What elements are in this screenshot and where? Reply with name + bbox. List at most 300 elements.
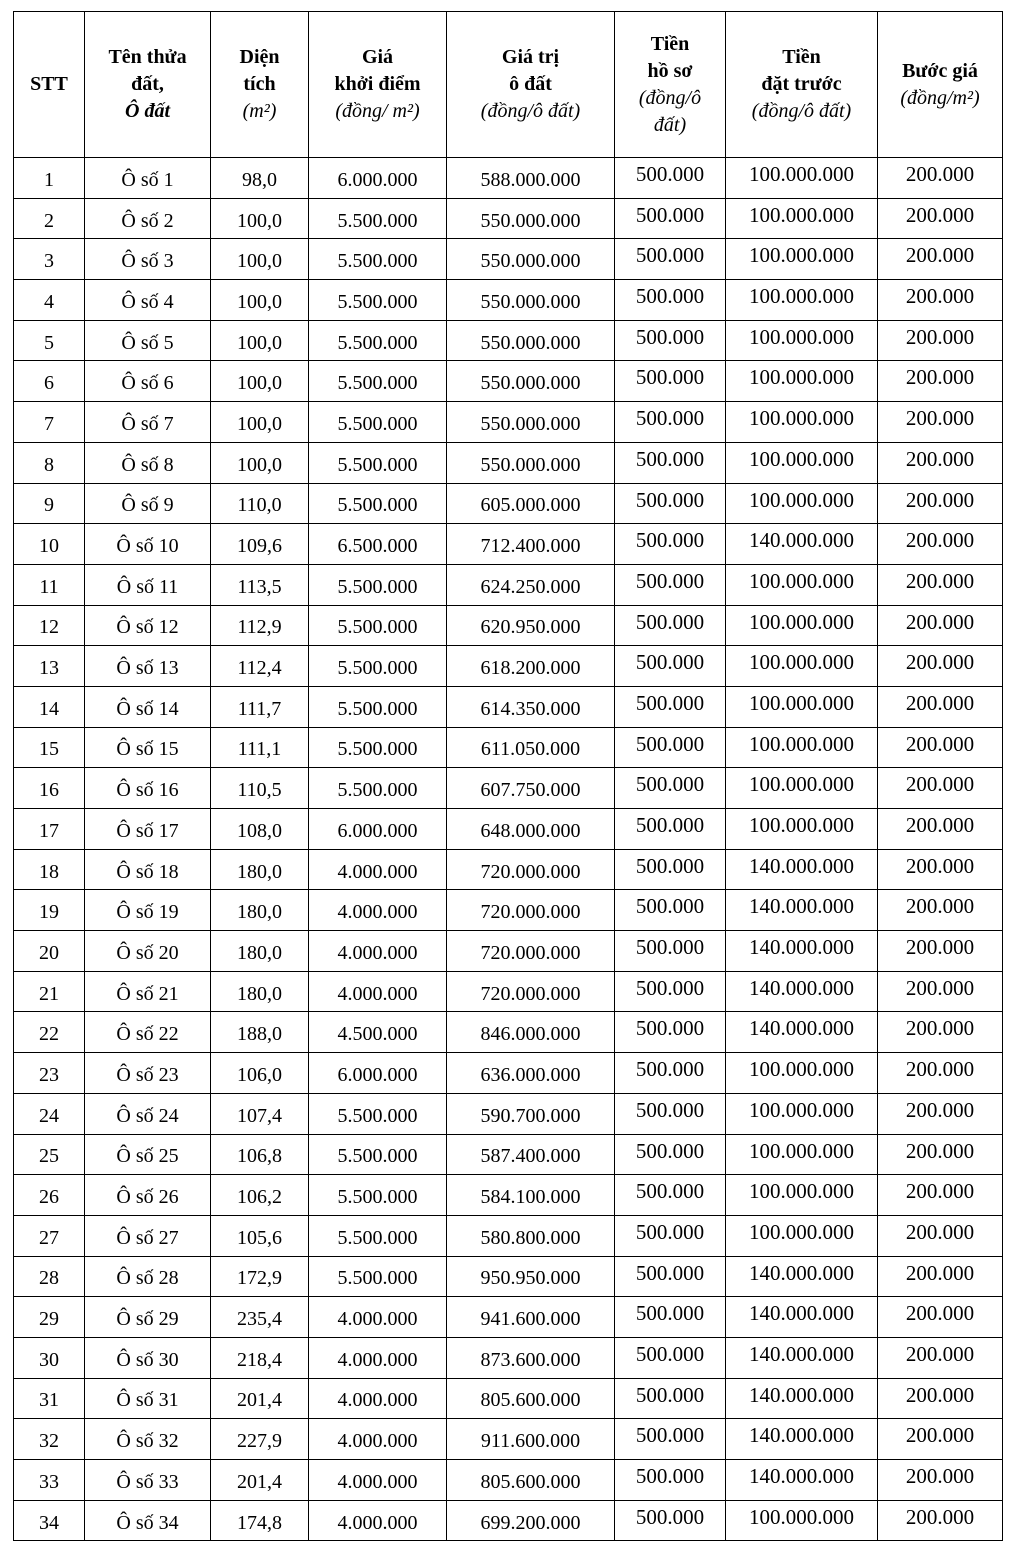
- stt-cell: 20: [14, 931, 85, 972]
- stt-cell: 33: [14, 1460, 85, 1501]
- deposit-cell: 100.000.000: [726, 686, 878, 727]
- price-step-cell: 200.000: [878, 1175, 1003, 1216]
- plot-name-cell: Ô số 8: [85, 442, 211, 483]
- plot-name-cell: Ô số 18: [85, 849, 211, 890]
- table-row: [14, 1460, 1003, 1501]
- stt-cell: 3: [14, 239, 85, 280]
- area-cell: 106,0: [211, 1053, 309, 1094]
- dossier-fee-cell: 500.000: [615, 483, 726, 524]
- plot-name-cell: Ô số 2: [85, 198, 211, 239]
- plot-name-cell: Ô số 17: [85, 809, 211, 850]
- dossier-fee-cell: 500.000: [615, 198, 726, 239]
- plot-name-cell: Ô số 12: [85, 605, 211, 646]
- plot-name-cell: Ô số 33: [85, 1460, 211, 1501]
- table-row: [14, 1093, 1003, 1134]
- dossier-fee-cell: 500.000: [615, 402, 726, 443]
- price-step-cell: 200.000: [878, 971, 1003, 1012]
- price-step-cell: 200.000: [878, 402, 1003, 443]
- dossier-fee-cell: 500.000: [615, 849, 726, 890]
- table-row: [14, 1500, 1003, 1541]
- plot-value-cell: 605.000.000: [447, 483, 615, 524]
- deposit-cell: 140.000.000: [726, 931, 878, 972]
- table-row: [14, 1012, 1003, 1053]
- header-price-step-line1: Bước giá: [902, 59, 978, 82]
- starting-price-cell: 5.500.000: [309, 646, 447, 687]
- dossier-fee-cell: 500.000: [615, 1419, 726, 1460]
- table-row: [14, 280, 1003, 321]
- plot-name-cell: Ô số 15: [85, 727, 211, 768]
- price-step-cell: 200.000: [878, 1378, 1003, 1419]
- area-cell: 180,0: [211, 971, 309, 1012]
- deposit-cell: 140.000.000: [726, 1256, 878, 1297]
- price-step-cell: 200.000: [878, 320, 1003, 361]
- stt-cell: 6: [14, 361, 85, 402]
- deposit-cell: 100.000.000: [726, 280, 878, 321]
- dossier-fee-cell: 500.000: [615, 361, 726, 402]
- plot-name-cell: Ô số 27: [85, 1215, 211, 1256]
- deposit-cell: 100.000.000: [726, 809, 878, 850]
- stt-cell: 5: [14, 320, 85, 361]
- price-step-cell: 200.000: [878, 1053, 1003, 1094]
- table-row: [14, 646, 1003, 687]
- price-step-cell: 200.000: [878, 646, 1003, 687]
- starting-price-cell: 5.500.000: [309, 564, 447, 605]
- starting-price-cell: 4.000.000: [309, 1460, 447, 1501]
- header-plot-value-unit: (đồng/ô đất): [480, 100, 581, 122]
- stt-cell: 28: [14, 1256, 85, 1297]
- deposit-cell: 140.000.000: [726, 971, 878, 1012]
- deposit-cell: 100.000.000: [726, 605, 878, 646]
- plot-value-cell: 712.400.000: [447, 524, 615, 565]
- area-cell: 235,4: [211, 1297, 309, 1338]
- deposit-cell: 100.000.000: [726, 1500, 878, 1541]
- area-cell: 107,4: [211, 1093, 309, 1134]
- plot-value-cell: 873.600.000: [447, 1337, 615, 1378]
- price-step-cell: 200.000: [878, 1256, 1003, 1297]
- header-plot-name-line2: đất,: [131, 73, 164, 95]
- stt-cell: 24: [14, 1093, 85, 1134]
- price-step-cell: 200.000: [878, 890, 1003, 931]
- plot-value-cell: 590.700.000: [447, 1093, 615, 1134]
- price-step-cell: 200.000: [878, 239, 1003, 280]
- deposit-cell: 100.000.000: [726, 727, 878, 768]
- plot-name-cell: Ô số 21: [85, 971, 211, 1012]
- price-step-cell: 200.000: [878, 1093, 1003, 1134]
- deposit-cell: 100.000.000: [726, 1053, 878, 1094]
- dossier-fee-cell: 500.000: [615, 1053, 726, 1094]
- plot-name-cell: Ô số 19: [85, 890, 211, 931]
- deposit-cell: 140.000.000: [726, 1419, 878, 1460]
- deposit-cell: 140.000.000: [726, 1337, 878, 1378]
- plot-value-cell: 720.000.000: [447, 849, 615, 890]
- starting-price-cell: 5.500.000: [309, 768, 447, 809]
- table-row: [14, 768, 1003, 809]
- starting-price-cell: 5.500.000: [309, 320, 447, 361]
- dossier-fee-cell: 500.000: [615, 768, 726, 809]
- dossier-fee-cell: 500.000: [615, 809, 726, 850]
- stt-cell: 9: [14, 483, 85, 524]
- table-body: [14, 158, 1003, 1541]
- table-row: [14, 402, 1003, 443]
- deposit-cell: 100.000.000: [726, 320, 878, 361]
- dossier-fee-cell: 500.000: [615, 1297, 726, 1338]
- price-step-cell: 200.000: [878, 931, 1003, 972]
- deposit-cell: 100.000.000: [726, 1134, 878, 1175]
- deposit-cell: 100.000.000: [726, 361, 878, 402]
- price-step-cell: 200.000: [878, 1134, 1003, 1175]
- plot-value-cell: 950.950.000: [447, 1256, 615, 1297]
- starting-price-cell: 5.500.000: [309, 198, 447, 239]
- starting-price-cell: 6.500.000: [309, 524, 447, 565]
- stt-cell: 21: [14, 971, 85, 1012]
- area-cell: 108,0: [211, 809, 309, 850]
- stt-cell: 25: [14, 1134, 85, 1175]
- table-row: [14, 971, 1003, 1012]
- deposit-cell: 100.000.000: [726, 1215, 878, 1256]
- plot-value-cell: 550.000.000: [447, 442, 615, 483]
- plot-name-cell: Ô số 11: [85, 564, 211, 605]
- starting-price-cell: 6.000.000: [309, 1053, 447, 1094]
- header-plot-value-line1: Giá trị: [501, 46, 560, 68]
- table-row: [14, 1175, 1003, 1216]
- area-cell: 188,0: [211, 1012, 309, 1053]
- plot-name-cell: Ô số 9: [85, 483, 211, 524]
- dossier-fee-cell: 500.000: [615, 931, 726, 972]
- plot-name-cell: Ô số 31: [85, 1378, 211, 1419]
- starting-price-cell: 5.500.000: [309, 1093, 447, 1134]
- dossier-fee-cell: 500.000: [615, 1460, 726, 1501]
- table-row: [14, 1337, 1003, 1378]
- starting-price-cell: 6.000.000: [309, 809, 447, 850]
- table-row: [14, 198, 1003, 239]
- plot-value-cell: 584.100.000: [447, 1175, 615, 1216]
- price-step-cell: 200.000: [878, 768, 1003, 809]
- deposit-cell: 140.000.000: [726, 849, 878, 890]
- table-row: [14, 605, 1003, 646]
- table-header: [14, 12, 1003, 158]
- starting-price-cell: 5.500.000: [309, 483, 447, 524]
- deposit-cell: 100.000.000: [726, 158, 878, 199]
- plot-value-cell: 636.000.000: [447, 1053, 615, 1094]
- area-cell: 112,9: [211, 605, 309, 646]
- table-row: [14, 483, 1003, 524]
- dossier-fee-cell: 500.000: [615, 1134, 726, 1175]
- price-step-cell: 200.000: [878, 1419, 1003, 1460]
- price-step-cell: 200.000: [878, 361, 1003, 402]
- dossier-fee-cell: 500.000: [615, 1500, 726, 1541]
- area-cell: 100,0: [211, 442, 309, 483]
- header-plot-value: [447, 12, 615, 158]
- plot-value-cell: 588.000.000: [447, 158, 615, 199]
- stt-cell: 7: [14, 402, 85, 443]
- area-cell: 180,0: [211, 890, 309, 931]
- area-cell: 110,5: [211, 768, 309, 809]
- starting-price-cell: 4.000.000: [309, 890, 447, 931]
- price-step-cell: 200.000: [878, 442, 1003, 483]
- dossier-fee-cell: 500.000: [615, 1093, 726, 1134]
- starting-price-cell: 4.000.000: [309, 1419, 447, 1460]
- starting-price-cell: 4.500.000: [309, 1012, 447, 1053]
- plot-name-cell: Ô số 5: [85, 320, 211, 361]
- price-step-cell: 200.000: [878, 849, 1003, 890]
- deposit-cell: 140.000.000: [726, 524, 878, 565]
- dossier-fee-cell: 500.000: [615, 442, 726, 483]
- plot-value-cell: 611.050.000: [447, 727, 615, 768]
- plot-name-cell: Ô số 25: [85, 1134, 211, 1175]
- deposit-cell: 100.000.000: [726, 564, 878, 605]
- price-step-cell: 200.000: [878, 1460, 1003, 1501]
- area-cell: 180,0: [211, 931, 309, 972]
- plot-value-cell: 911.600.000: [447, 1419, 615, 1460]
- deposit-cell: 140.000.000: [726, 1297, 878, 1338]
- plot-name-cell: Ô số 3: [85, 239, 211, 280]
- plot-name-cell: Ô số 7: [85, 402, 211, 443]
- price-step-cell: 200.000: [878, 564, 1003, 605]
- land-auction-document: [13, 11, 1003, 1541]
- stt-cell: 26: [14, 1175, 85, 1216]
- header-stt-label: STT: [30, 73, 68, 95]
- area-cell: 98,0: [211, 158, 309, 199]
- stt-cell: 29: [14, 1297, 85, 1338]
- plot-value-cell: 846.000.000: [447, 1012, 615, 1053]
- starting-price-cell: 4.000.000: [309, 1500, 447, 1541]
- starting-price-cell: 5.500.000: [309, 727, 447, 768]
- stt-cell: 11: [14, 564, 85, 605]
- deposit-cell: 140.000.000: [726, 1012, 878, 1053]
- table-row: [14, 1256, 1003, 1297]
- stt-cell: 17: [14, 809, 85, 850]
- stt-cell: 12: [14, 605, 85, 646]
- stt-cell: 2: [14, 198, 85, 239]
- area-cell: 106,8: [211, 1134, 309, 1175]
- dossier-fee-cell: 500.000: [615, 1337, 726, 1378]
- stt-cell: 14: [14, 686, 85, 727]
- table-row: [14, 239, 1003, 280]
- header-plot-name-line3: Ô đất: [125, 100, 170, 122]
- header-dossier-fee-line2: hồ sơ: [647, 59, 693, 82]
- plot-name-cell: Ô số 20: [85, 931, 211, 972]
- stt-cell: 31: [14, 1378, 85, 1419]
- dossier-fee-cell: 500.000: [615, 890, 726, 931]
- area-cell: 111,1: [211, 727, 309, 768]
- plot-value-cell: 648.000.000: [447, 809, 615, 850]
- header-area-line2: tích: [243, 73, 276, 95]
- starting-price-cell: 5.500.000: [309, 361, 447, 402]
- dossier-fee-cell: 500.000: [615, 1175, 726, 1216]
- area-cell: 109,6: [211, 524, 309, 565]
- starting-price-cell: 5.500.000: [309, 239, 447, 280]
- stt-cell: 8: [14, 442, 85, 483]
- starting-price-cell: 4.000.000: [309, 971, 447, 1012]
- price-step-cell: 200.000: [878, 158, 1003, 199]
- header-dossier-fee-unit2: đất): [653, 113, 687, 136]
- plot-value-cell: 550.000.000: [447, 198, 615, 239]
- plot-name-cell: Ô số 13: [85, 646, 211, 687]
- dossier-fee-cell: 500.000: [615, 1256, 726, 1297]
- deposit-cell: 100.000.000: [726, 646, 878, 687]
- plot-name-cell: Ô số 30: [85, 1337, 211, 1378]
- plot-value-cell: 550.000.000: [447, 361, 615, 402]
- stt-cell: 4: [14, 280, 85, 321]
- starting-price-cell: 5.500.000: [309, 442, 447, 483]
- dossier-fee-cell: 500.000: [615, 1215, 726, 1256]
- plot-value-cell: 805.600.000: [447, 1460, 615, 1501]
- dossier-fee-cell: 500.000: [615, 320, 726, 361]
- starting-price-cell: 4.000.000: [309, 849, 447, 890]
- header-starting-price-unit: (đồng/ m²): [335, 100, 420, 122]
- dossier-fee-cell: 500.000: [615, 605, 726, 646]
- dossier-fee-cell: 500.000: [615, 524, 726, 565]
- header-starting-price-line2: khởi điểm: [334, 73, 421, 95]
- table-row: [14, 890, 1003, 931]
- area-cell: 180,0: [211, 849, 309, 890]
- plot-value-cell: 720.000.000: [447, 890, 615, 931]
- plot-name-cell: Ô số 29: [85, 1297, 211, 1338]
- area-cell: 112,4: [211, 646, 309, 687]
- plot-name-cell: Ô số 16: [85, 768, 211, 809]
- table-row: [14, 564, 1003, 605]
- table-row: [14, 1419, 1003, 1460]
- plot-value-cell: 720.000.000: [447, 971, 615, 1012]
- stt-cell: 16: [14, 768, 85, 809]
- plot-value-cell: 614.350.000: [447, 686, 615, 727]
- plot-name-cell: Ô số 22: [85, 1012, 211, 1053]
- area-cell: 100,0: [211, 239, 309, 280]
- header-dossier-fee-unit1: (đồng/ô: [638, 86, 702, 109]
- plot-name-cell: Ô số 23: [85, 1053, 211, 1094]
- header-deposit-line1: Tiền: [782, 46, 821, 68]
- starting-price-cell: 4.000.000: [309, 1378, 447, 1419]
- header-area-line1: Diện: [239, 46, 280, 68]
- plot-value-cell: 624.250.000: [447, 564, 615, 605]
- table-row: [14, 809, 1003, 850]
- price-step-cell: 200.000: [878, 1012, 1003, 1053]
- stt-cell: 34: [14, 1500, 85, 1541]
- starting-price-cell: 5.500.000: [309, 1175, 447, 1216]
- starting-price-cell: 4.000.000: [309, 931, 447, 972]
- deposit-cell: 100.000.000: [726, 198, 878, 239]
- area-cell: 172,9: [211, 1256, 309, 1297]
- plot-value-cell: 587.400.000: [447, 1134, 615, 1175]
- plot-value-cell: 580.800.000: [447, 1215, 615, 1256]
- dossier-fee-cell: 500.000: [615, 239, 726, 280]
- price-step-cell: 200.000: [878, 1500, 1003, 1541]
- dossier-fee-cell: 500.000: [615, 1012, 726, 1053]
- area-cell: 227,9: [211, 1419, 309, 1460]
- plot-name-cell: Ô số 34: [85, 1500, 211, 1541]
- starting-price-cell: 5.500.000: [309, 605, 447, 646]
- starting-price-cell: 5.500.000: [309, 1215, 447, 1256]
- dossier-fee-cell: 500.000: [615, 1378, 726, 1419]
- area-cell: 218,4: [211, 1337, 309, 1378]
- starting-price-cell: 5.500.000: [309, 1256, 447, 1297]
- deposit-cell: 140.000.000: [726, 1378, 878, 1419]
- table-row: [14, 361, 1003, 402]
- price-step-cell: 200.000: [878, 524, 1003, 565]
- dossier-fee-cell: 500.000: [615, 280, 726, 321]
- area-cell: 110,0: [211, 483, 309, 524]
- dossier-fee-cell: 500.000: [615, 971, 726, 1012]
- stt-cell: 27: [14, 1215, 85, 1256]
- plot-name-cell: Ô số 4: [85, 280, 211, 321]
- table-row: [14, 524, 1003, 565]
- stt-cell: 15: [14, 727, 85, 768]
- header-plot-name-line1: Tên thửa: [108, 46, 187, 68]
- plot-name-cell: Ô số 1: [85, 158, 211, 199]
- plot-value-cell: 941.600.000: [447, 1297, 615, 1338]
- table-row: [14, 320, 1003, 361]
- dossier-fee-cell: 500.000: [615, 646, 726, 687]
- area-cell: 100,0: [211, 198, 309, 239]
- plot-value-cell: 720.000.000: [447, 931, 615, 972]
- price-step-cell: 200.000: [878, 809, 1003, 850]
- price-step-cell: 200.000: [878, 280, 1003, 321]
- header-deposit-line2: đặt trước: [761, 73, 842, 95]
- stt-cell: 1: [14, 158, 85, 199]
- header-row: [14, 12, 1003, 158]
- header-price-step: [878, 12, 1003, 158]
- plot-name-cell: Ô số 26: [85, 1175, 211, 1216]
- deposit-cell: 100.000.000: [726, 483, 878, 524]
- price-step-cell: 200.000: [878, 483, 1003, 524]
- area-cell: 201,4: [211, 1378, 309, 1419]
- stt-cell: 13: [14, 646, 85, 687]
- area-cell: 111,7: [211, 686, 309, 727]
- table-row: [14, 158, 1003, 199]
- price-step-cell: 200.000: [878, 605, 1003, 646]
- plot-name-cell: Ô số 10: [85, 524, 211, 565]
- deposit-cell: 140.000.000: [726, 890, 878, 931]
- stt-cell: 23: [14, 1053, 85, 1094]
- header-price-step-unit: (đồng/m²): [900, 86, 980, 109]
- plot-name-cell: Ô số 6: [85, 361, 211, 402]
- table-row: [14, 931, 1003, 972]
- header-dossier-fee: [615, 12, 726, 158]
- plot-value-cell: 550.000.000: [447, 239, 615, 280]
- stt-cell: 18: [14, 849, 85, 890]
- area-cell: 113,5: [211, 564, 309, 605]
- deposit-cell: 100.000.000: [726, 1175, 878, 1216]
- table-row: [14, 1378, 1003, 1419]
- deposit-cell: 100.000.000: [726, 1093, 878, 1134]
- header-stt: [14, 12, 85, 158]
- table-row: [14, 686, 1003, 727]
- starting-price-cell: 5.500.000: [309, 1134, 447, 1175]
- deposit-cell: 100.000.000: [726, 402, 878, 443]
- plot-value-cell: 699.200.000: [447, 1500, 615, 1541]
- plot-value-cell: 550.000.000: [447, 320, 615, 361]
- starting-price-cell: 4.000.000: [309, 1337, 447, 1378]
- header-starting-price: [309, 12, 447, 158]
- price-step-cell: 200.000: [878, 1337, 1003, 1378]
- deposit-cell: 140.000.000: [726, 1460, 878, 1501]
- header-area-unit: (m²): [242, 100, 277, 122]
- price-step-cell: 200.000: [878, 198, 1003, 239]
- price-step-cell: 200.000: [878, 727, 1003, 768]
- area-cell: 105,6: [211, 1215, 309, 1256]
- table-row: [14, 1053, 1003, 1094]
- starting-price-cell: 4.000.000: [309, 1297, 447, 1338]
- dossier-fee-cell: 500.000: [615, 686, 726, 727]
- table-row: [14, 442, 1003, 483]
- header-starting-price-line1: Giá: [361, 46, 394, 68]
- dossier-fee-cell: 500.000: [615, 564, 726, 605]
- plot-value-cell: 550.000.000: [447, 280, 615, 321]
- area-cell: 100,0: [211, 320, 309, 361]
- stt-cell: 22: [14, 1012, 85, 1053]
- header-area: [211, 12, 309, 158]
- deposit-cell: 100.000.000: [726, 442, 878, 483]
